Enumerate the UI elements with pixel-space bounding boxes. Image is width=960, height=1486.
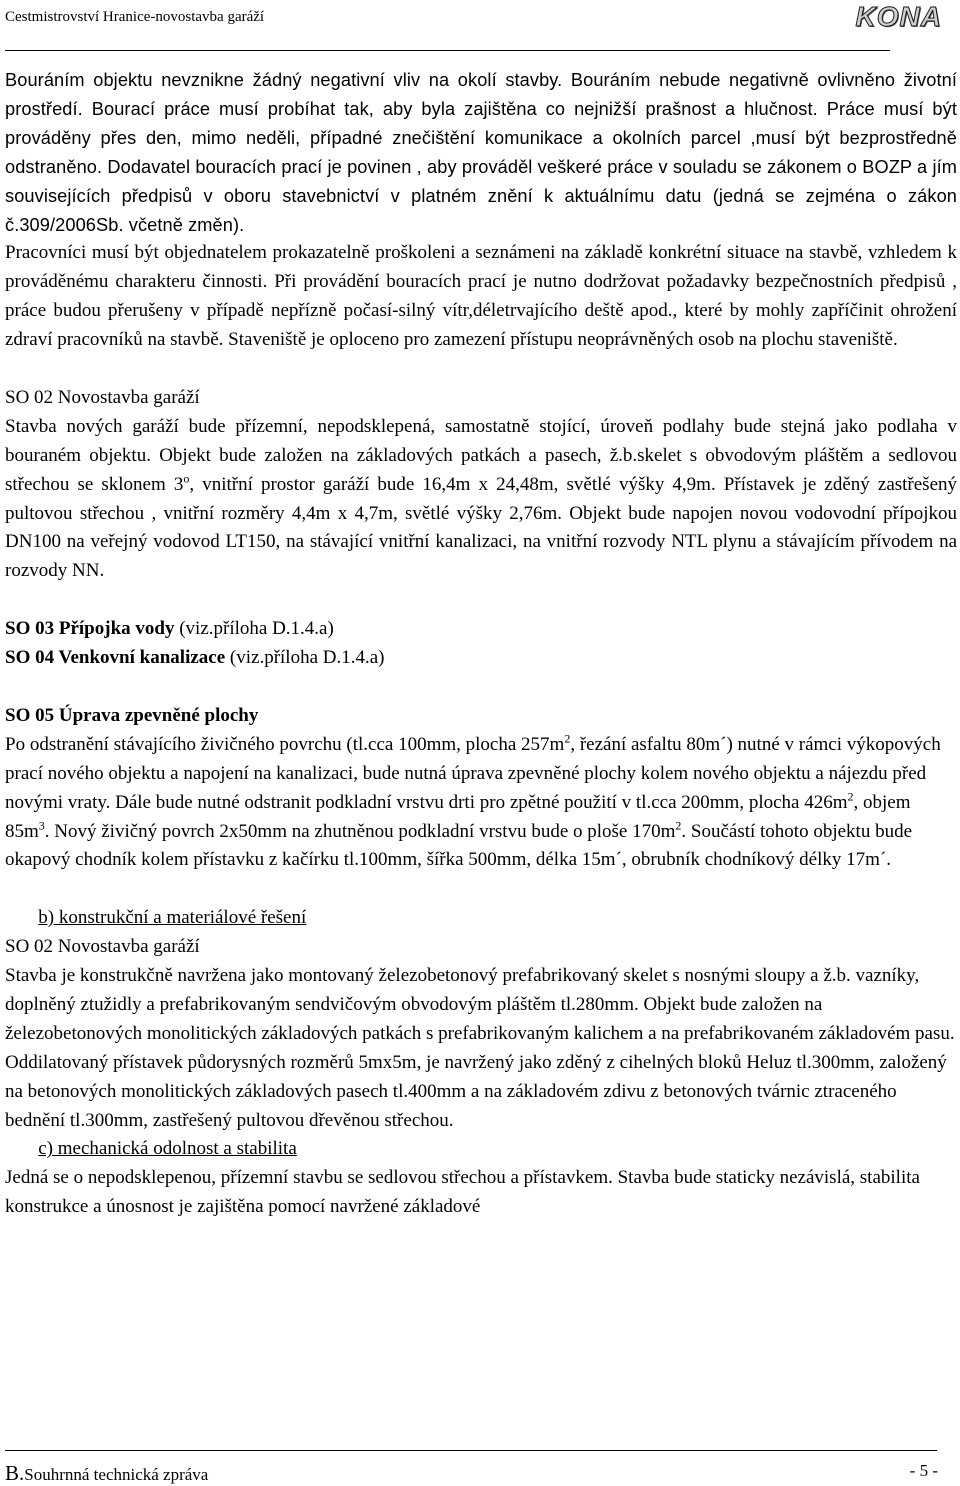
kona-logo: KONA (855, 1, 942, 32)
heading-so05: SO 05 Úprava zpevněné plochy (5, 704, 259, 726)
paragraph-intro-safety: Pracovníci musí být objednatelem prokazatelně proškoleni a seznámeni na základě konkrétní situace na stavbě, vzhledem k prováděnému charakteru činnosti. Při provádění bouracích prací je nutno dodržovat požadavky bezpečnostních předpisů , práce budou přerušeny v případě nepřízně počasí-silný vítr,déletrvajícího deště apod., které by mohly zapříčinit ohrožení zdraví pracovníků na stavbě. Staveniště je oploceno pro zamezení přístupu neoprávněných osob na plochu staveniště. (5, 242, 957, 351)
document-body (5, 66, 957, 1222)
paragraph-section-c: Jedná se o nepodsklepenou, přízemní stavbu se sedlovou střechou a přístavkem. Stavba bude staticky nezávislá, stabilita konstrukce a únosnost je zajištěna pomocí navržené základové (5, 1167, 920, 1218)
footer-document-title: B.Souhrnná technická zpráva (5, 1461, 209, 1485)
header-divider (5, 50, 890, 51)
footer-divider (5, 1450, 937, 1451)
header-title: Cestmistrovství Hranice-novostavba garáží (5, 9, 265, 25)
paragraph-so05: Po odstranění stávajícího živičného povrchu (tl.cca 100mm, plocha $257m^2$, řezání asfaltu 80m´) nutné v rámci výkopových prací nového objektu a napojení na kanalizaci, bude nutná úprava zpevněné plochy kolem nového objektu a nájezdu před novými vraty. Dále bude nutné odstranit podkladní vrstvu drti pro zpětné použití v tl.cca 200mm, plocha $426m^2$, objem $85m^3$. Nový živičný povrch 2x50mm na zhutněnou podkladní vrstvu bude o ploše $170m^2$. Součástí tohoto objektu bude okapový chodník kolem přístavku z kačírku tl.100mm, šířka 500mm, délka 15m´, obrubník chodníkový délky 17m´. (5, 731, 941, 871)
footer-page-number: - 5 - (909, 1461, 938, 1480)
heading-so04: SO 04 Venkovní kanalizace (viz.příloha D.1.4.a) (5, 647, 385, 669)
heading-section-b: b) konstrukční a materiálové řešení (38, 907, 307, 929)
paragraph-so02: Stavba nových garáží bude přízemní, nepodsklepená, samostatně stojící, úroveň podlahy bude stejná jako podlaha v bouraném objektu. Objekt bude založen na základových patkách a pasech, ž.b.skelet s obvodovým pláštěm a sedlovou střechou se sklonem 3$^o$, vnitřní prostor garáží bude 16,4m x 24,48m, světlé výšky 4,9m. Přístavek je zděný zastřešený pultovou střechou , vnitřní rozměry 4,4m x 4,7m, světlé výšky 2,76m. Objekt bude napojen novou vodovodní přípojkou DN100 na veřejný vodovod LT150, na stávající vnitřní kanalizaci, na vnitřní rozvody NTL plynu a stávajícím přívodem na rozvody NN. (5, 415, 958, 582)
paragraph-intro: Bouráním objektu nevznikne žádný negativní vliv na okolí stavby. Bouráním nebude negativně ovlivněno životní prostředí. Bourací práce musí probíhat tak, aby byla zajištěna co nejnižší prašnost a hlučnost. Práce musí být prováděny přes den, mimo neděli, případné znečištění komunikace a okolních parcel ,musí být bezprostředně odstraněno. Dodavatel bouracích prací je povinen , aby prováděl veškeré práce v souladu se zákonem o BOZP a jím souvisejících předpisů v oboru stavebnictví v platném znění k aktuálnímu datu (jedná se zejména o zákon č.309/2006Sb. včetně změn). (5, 70, 957, 235)
heading-so02: SO 02 Novostavba garáží (5, 386, 200, 408)
heading-b-so02: SO 02 Novostavba garáží (5, 936, 200, 958)
heading-so03: SO 03 Přípojka vody (viz.příloha D.1.4.a) (5, 618, 334, 640)
heading-section-c: c) mechanická odolnost a stabilita (38, 1138, 297, 1160)
paragraph-section-b: Stavba je konstrukčně navržena jako montovaný železobetonový prefabrikovaný skelet s nosnými sloupy a ž.b. vazníky, doplněný ztužidly a prefabrikovaným sendvičovým obvodovým pláštěm tl.280mm. Objekt bude založen na železobetonových monolitických základových patkách s prefabrikovaným kalichem a na prefabrikovaném základovém pasu. Oddilatovaný přístavek půdorysných rozměrů 5mx5m, je navržený jako zděný z cihelných bloků Heluz tl.300mm, založený na betonových monolitických základových pasech tl.400mm a na základovém zdivu z betonových tvárnic ztraceného bednění tl.300mm, zastřešený pultovou dřevěnou střechou. (5, 965, 955, 1131)
